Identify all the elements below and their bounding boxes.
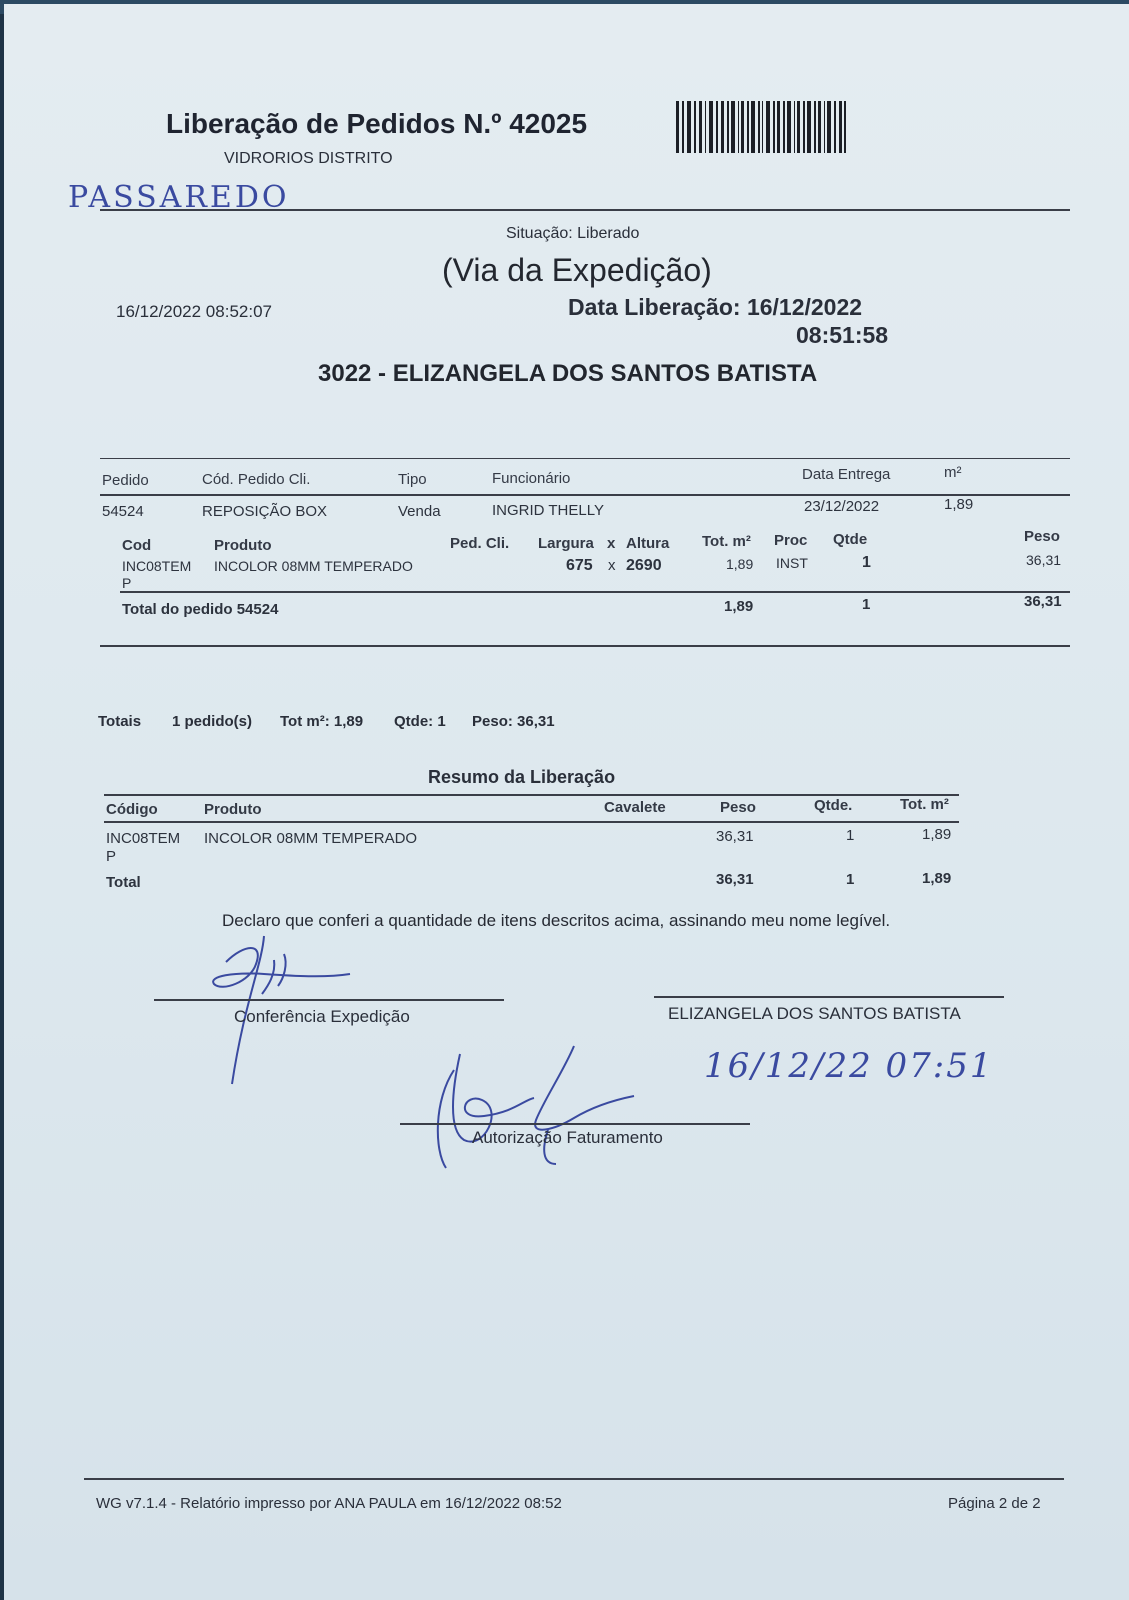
- document-page: [4, 4, 1129, 1600]
- status-text: Situação: Liberado: [506, 225, 640, 242]
- signature-line-customer: [654, 996, 1004, 998]
- signature-line-conferencia: [154, 999, 504, 1001]
- totals-peso: Peso: 36,31: [472, 713, 555, 730]
- order-data-entrega: 23/12/2022: [804, 498, 880, 515]
- summary-top-line: [104, 794, 959, 796]
- item-col-tot-m2: Tot. m²: [702, 533, 751, 550]
- order-funcionario: INGRID THELLY: [492, 502, 604, 519]
- col-m2: m²: [944, 464, 962, 481]
- item-col-x: x: [607, 535, 616, 552]
- item-x: x: [608, 557, 616, 574]
- item-col-proc: Proc: [774, 532, 808, 549]
- item-total-line: [120, 591, 1070, 593]
- order-pedido: 54524: [102, 503, 144, 520]
- summary-produto: INCOLOR 08MM TEMPERADO: [204, 830, 418, 847]
- footer-line: [84, 1478, 1064, 1480]
- item-qtde: 1: [862, 554, 871, 571]
- summary-col-produto: Produto: [204, 801, 262, 818]
- col-cod-pedido-cli: Cód. Pedido Cli.: [202, 471, 311, 488]
- summary-tot-m2: 1,89: [922, 826, 952, 843]
- item-col-altura: Altura: [626, 535, 670, 552]
- header-divider: [100, 209, 1070, 211]
- summary-peso: 36,31: [716, 828, 754, 845]
- col-funcionario: Funcionário: [492, 470, 571, 487]
- summary-title: Resumo da Liberação: [428, 767, 616, 787]
- item-col-qtde: Qtde: [833, 531, 868, 548]
- release-time: 08:51:58: [796, 322, 889, 348]
- summary-codigo: INC08TEM: [106, 830, 181, 847]
- label-autorizacao: Autorização Faturamento: [472, 1128, 663, 1147]
- label-conferencia: Conferência Expedição: [234, 1007, 410, 1026]
- summary-codigo-cont: P: [106, 848, 117, 865]
- barcode: [676, 101, 846, 153]
- summary-total-qtde: 1: [846, 871, 855, 888]
- order-cod-pedido-cli: REPOSIÇÃO BOX: [202, 503, 328, 520]
- item-col-largura: Largura: [538, 535, 594, 552]
- totals-pedidos: 1 pedido(s): [172, 713, 253, 730]
- order-m2: 1,89: [944, 496, 974, 513]
- declaration-text: Declaro que conferi a quantidade de itens descritos acima, assinando meu nome legível.: [222, 911, 891, 930]
- summary-col-qtde: Qtde.: [814, 797, 853, 814]
- item-largura: 675: [566, 557, 593, 574]
- signature-line-autorizacao: [400, 1123, 750, 1125]
- item-col-cod: Cod: [122, 537, 152, 554]
- item-cod: INC08TEM: [122, 558, 192, 574]
- order-tipo: Venda: [398, 503, 441, 520]
- item-produto: INCOLOR 08MM TEMPERADO: [214, 558, 413, 574]
- totals-qtde: Qtde: 1: [394, 713, 446, 730]
- item-peso: 36,31: [1026, 552, 1062, 568]
- company-name: VIDRORIOS DISTRITO: [224, 150, 393, 167]
- summary-header-line: [104, 821, 959, 823]
- copy-label: (Via da Expedição): [442, 252, 712, 288]
- table-header-line: [100, 494, 1070, 496]
- item-tot-m2: 1,89: [726, 556, 754, 572]
- summary-total-tot-m2: 1,89: [922, 870, 952, 887]
- item-col-ped-cli: Ped. Cli.: [450, 535, 510, 552]
- customer-name: 3022 - ELIZANGELA DOS SANTOS BATISTA: [318, 360, 818, 387]
- summary-col-tot-m2: Tot. m²: [900, 796, 949, 813]
- table-top-line: [100, 458, 1070, 459]
- summary-qtde: 1: [846, 827, 855, 844]
- summary-total-peso: 36,31: [716, 871, 754, 888]
- item-proc: INST: [776, 555, 808, 571]
- order-total-qtde: 1: [862, 596, 871, 613]
- summary-total-label: Total: [106, 874, 141, 891]
- summary-col-peso: Peso: [720, 799, 756, 816]
- signature-autorizacao: [424, 1040, 664, 1170]
- col-data-entrega: Data Entrega: [802, 466, 891, 483]
- handwritten-note: PASSAREDO: [68, 180, 290, 215]
- handwritten-date: 16/12/22 07:51: [704, 1046, 994, 1086]
- release-date: Data Liberação: 16/12/2022: [568, 294, 863, 320]
- order-total-peso: 36,31: [1024, 593, 1062, 610]
- label-customer-name: ELIZANGELA DOS SANTOS BATISTA: [668, 1004, 961, 1023]
- item-col-produto: Produto: [214, 537, 272, 554]
- totals-tot-m2: Tot m²: 1,89: [280, 713, 364, 730]
- footer-page-number: Página 2 de 2: [948, 1495, 1041, 1512]
- col-pedido: Pedido: [102, 472, 149, 489]
- summary-col-cavalete: Cavalete: [604, 799, 666, 816]
- item-col-peso: Peso: [1024, 528, 1060, 545]
- item-altura: 2690: [626, 557, 662, 574]
- footer-printed-by: WG v7.1.4 - Relatório impresso por ANA PAULA em 16/12/2022 08:52: [96, 1495, 562, 1512]
- document-title: Liberação de Pedidos N.º 42025: [166, 108, 588, 139]
- order-total-label: Total do pedido 54524: [122, 601, 279, 618]
- totals-label: Totais: [98, 713, 142, 730]
- summary-col-codigo: Código: [106, 801, 158, 818]
- item-cod-cont: P: [122, 575, 132, 591]
- order-total-m2: 1,89: [724, 598, 754, 615]
- table-bottom-line: [100, 645, 1070, 647]
- print-timestamp: 16/12/2022 08:52:07: [116, 302, 272, 321]
- col-tipo: Tipo: [398, 471, 427, 488]
